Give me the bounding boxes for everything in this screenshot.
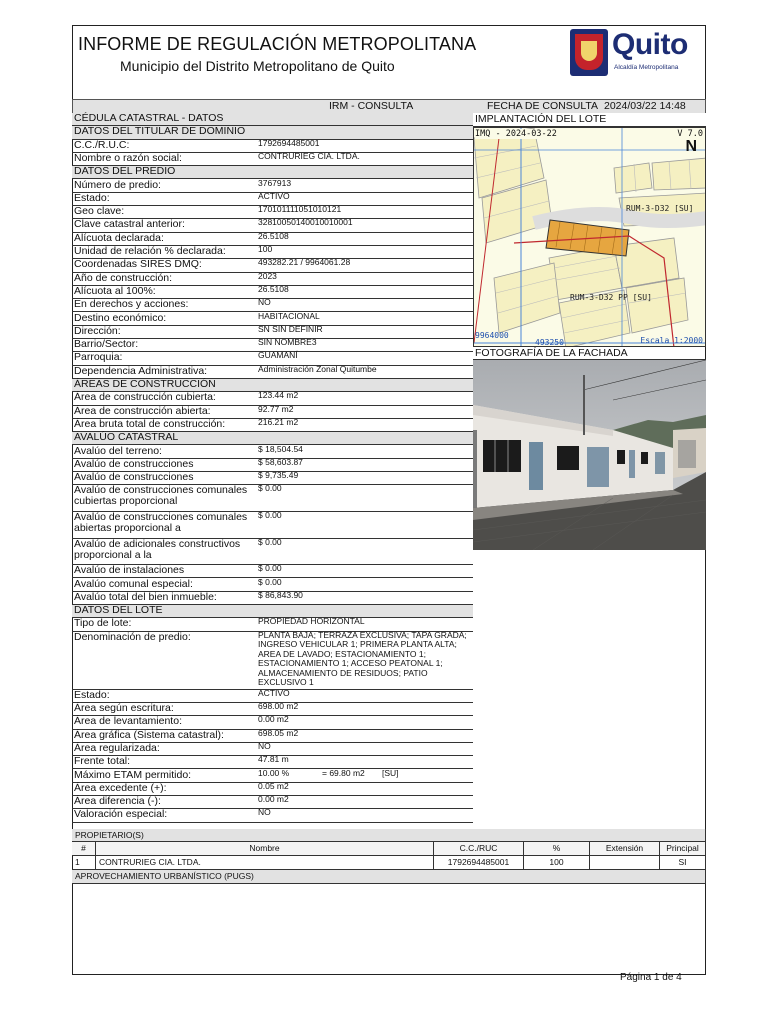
avaluo-title-label: AVALÚO CATASTRAL	[74, 431, 179, 444]
lot-map[interactable]	[473, 127, 706, 347]
predio-row-label: Destino económico:	[74, 311, 167, 324]
owners-row-cell: 1792694485001	[434, 856, 524, 870]
logo-text: Quito	[612, 28, 688, 61]
lote-row-value: NO	[258, 740, 271, 751]
lote-row-label: Área diferencia (-):	[74, 795, 161, 808]
avaluo-row-label: Avalúo de construcciones	[74, 457, 194, 470]
titular-row-label: Nombre o razón social:	[74, 151, 182, 164]
predio-row-value: 26.5108	[258, 230, 289, 241]
fachada-title	[473, 347, 706, 360]
lote-row-value: 0.05 m2	[258, 780, 289, 791]
lote-row-value: 698.05 m2	[258, 727, 299, 738]
lote-row-label: Área de levantamiento:	[74, 715, 182, 728]
implantacion-title	[473, 113, 706, 127]
fachada-title-text: FOTOGRAFÍA DE LA FACHADA	[475, 347, 628, 359]
map-zone-label-a: RUM-3-D32 [SU]	[626, 204, 694, 213]
avaluo-row-value: $ 0.00	[258, 536, 282, 547]
predio-row-value: ACTIVO	[258, 190, 290, 201]
map-version-label: V 7.0	[677, 129, 703, 139]
predio-row-label: Geo clave:	[74, 205, 125, 218]
predio-row-label: Barrio/Sector:	[74, 338, 139, 351]
lote-row-value: 47.81 m	[258, 754, 289, 765]
predio-row-label: En derechos y acciones:	[74, 298, 189, 311]
avaluo-row-value: $ 18,504.54	[258, 443, 303, 454]
lot-map-drawing	[474, 128, 706, 347]
owners-header-cell: Extensión	[590, 842, 660, 856]
predio-row-value: 2023	[258, 270, 277, 281]
predio-row-label: Año de construcción:	[74, 271, 173, 284]
lote-row	[72, 629, 473, 690]
predio-row-value: 3767913	[258, 177, 292, 188]
predio-row-label: Clave catastral anterior:	[74, 218, 185, 231]
fecha-consulta-label: FECHA DE CONSULTA	[487, 100, 599, 112]
document-subtitle: Municipio del Distrito Metropolitano de Quito	[120, 58, 395, 74]
titular-row-label: C.C./R.U.C:	[74, 138, 130, 151]
logo-subtitle: Alcaldía Metropolitana	[614, 64, 679, 71]
etam-m2-value: = 69.80 m2	[322, 767, 365, 778]
avaluo-row-value: $ 0.00	[258, 563, 282, 574]
lote-row-value: PROPIEDAD HORIZONTAL	[258, 616, 365, 627]
etam-zone-value: [SU]	[382, 767, 399, 778]
map-scale: Escala 1:2000	[640, 336, 703, 345]
predio-row-label: Alícuota al 100%:	[74, 284, 156, 297]
areas-row-value: 216.21 m2	[258, 416, 299, 427]
lote-row-label: Estado:	[74, 688, 110, 701]
lote-title-label: DATOS DEL LOTE	[74, 604, 163, 617]
avaluo-row-label: Avalúo de instalaciones	[74, 564, 185, 577]
predio-row-value: 170101111051010121	[258, 204, 342, 215]
predio-row-value: GUAMANÍ	[258, 350, 298, 361]
areas-title-label: ÁREAS DE CONSTRUCCIÓN	[74, 378, 216, 390]
facade-photo	[473, 360, 706, 550]
areas-row-label: Área de construcción cubierta:	[74, 391, 216, 404]
owners-header-cell: Principal	[660, 842, 706, 856]
lote-row-value: NO	[258, 807, 271, 818]
avaluo-row-label: Avalúo de construcciones comunales cubiertas proporcional	[74, 484, 248, 508]
facade-photo-drawing	[473, 360, 706, 550]
predio-row	[72, 363, 473, 379]
titular-row-value: 1792694485001	[258, 137, 320, 148]
avaluo-row-label: Avalúo comunal especial:	[74, 577, 193, 590]
titular-row	[72, 150, 473, 166]
predio-row	[72, 230, 473, 246]
lote-row-label: Tipo de lote:	[74, 617, 132, 630]
owners-header-cell: #	[72, 842, 96, 856]
implantacion-title-text: IMPLANTACIÓN DEL LOTE	[475, 113, 607, 125]
avaluo-row	[72, 536, 473, 566]
avaluo-row-label: Avalúo de adicionales constructivos proporcional a la	[74, 537, 241, 561]
owners-header-cell: Nombre	[96, 842, 434, 856]
owners-header-cell: %	[524, 842, 590, 856]
predio-row-value: SIN NOMBRE3	[258, 337, 317, 348]
avaluo-row-label: Avalúo de construcciones	[74, 471, 194, 484]
areas-row-label: Área de construcción abierta:	[74, 404, 211, 417]
predio-row-label: Dirección:	[74, 324, 121, 337]
lote-row-label: Área regularizada:	[74, 741, 160, 754]
lote-row	[72, 796, 473, 809]
lote-row-value: ACTIVO	[258, 687, 290, 698]
owners-row-cell	[590, 856, 660, 870]
avaluo-row-value: $ 0.00	[258, 576, 282, 587]
lote-row	[72, 727, 473, 743]
quito-logo	[570, 28, 704, 78]
titular-row-value: CONTRURIEG CIA. LTDA.	[258, 150, 360, 161]
predio-row-label: Estado:	[74, 191, 110, 204]
predio-row	[72, 283, 473, 299]
avaluo-row-label: Avalúo de construcciones comunales abiertas proporcional a	[74, 511, 248, 534]
areas-row-label: Área bruta total de construcción:	[74, 417, 226, 430]
cedula-title-label: CÉDULA CATASTRAL - DATOS	[74, 112, 224, 124]
lote-row-label: Área excedente (+):	[74, 781, 167, 794]
owners-row-cell: 1	[72, 856, 96, 870]
lote-row-label: Máximo ETAM permitido:	[74, 768, 192, 781]
predio-row-label: Unidad de relación % declarada:	[74, 245, 226, 257]
avaluo-row	[72, 485, 473, 512]
lote-row-value: 0.00 m2	[258, 794, 289, 805]
avaluo-row	[72, 589, 473, 605]
predio-row-value: HABITACIONAL	[258, 310, 320, 321]
irm-consulta-label: IRM - CONSULTA	[329, 100, 414, 112]
predio-row-label: Coordenadas SIRES DMQ:	[74, 258, 202, 271]
north-arrow-icon: N	[685, 138, 697, 155]
predio-row-value: 32810050140010010001	[258, 217, 353, 228]
predio-row-label: Número de predio:	[74, 178, 161, 191]
predio-row-value: 100	[258, 244, 273, 254]
avaluo-row-label: Avalúo del terreno:	[74, 444, 162, 457]
lote-row-value: PLANTA BAJA; TERRAZA EXCLUSIVA; TAPA GRADA; INGRESO VEHICULAR 1; PRIMERA PLANTA ALTA; AREA DE LAVADO; ESTACIONAMIENTO 1; ESTACIONAMIENTO 1; ACCESO PEATONAL 1; ALMACENAMIENTO DE RESIDUOS; PATIO EXCLUSIVO 1	[258, 629, 467, 688]
avaluo-row-value: $ 0.00	[258, 510, 282, 520]
page-number: Página 1 de 4	[620, 972, 682, 983]
predio-row-value: 26.5108	[258, 283, 289, 294]
avaluo-row-value: $ 9,735.49	[258, 470, 299, 481]
lote-row-label: Área según escritura:	[74, 702, 174, 714]
predio-row-value: NO	[258, 297, 271, 308]
predio-row-value: SN SIN DEFINIR	[258, 323, 323, 334]
avaluo-row-value: $ 58,603.87	[258, 456, 303, 467]
predio-row-label: Dependencia Administrativa:	[74, 364, 208, 377]
lote-row-label: Valoración especial:	[74, 808, 168, 821]
owners-header-cell: C.C./RUC	[434, 842, 524, 856]
avaluo-row	[72, 512, 473, 539]
avaluo-row-value: $ 0.00	[258, 483, 282, 494]
lote-row-value: 0.00 m2	[258, 714, 289, 725]
areas-row-value: 92.77 m2	[258, 403, 294, 414]
areas-row-value: 123.44 m2	[258, 390, 299, 401]
coat-of-arms-icon	[570, 29, 608, 76]
predio-row-value: 493282.21 / 9964061.28	[258, 257, 351, 268]
predio-row-value: Administración Zonal Quitumbe	[258, 363, 377, 374]
owners-row-cell: SI	[660, 856, 706, 870]
predio-row-label: Alícuota declarada:	[74, 231, 164, 244]
aprovechamiento-title: APROVECHAMIENTO URBANÍSTICO (PUGS)	[72, 870, 706, 884]
avaluo-row-value: $ 86,843.90	[258, 589, 303, 600]
owners-row-cell: CONTRURIEG CIA. LTDA.	[96, 856, 434, 870]
titular-title-label: DATOS DEL TITULAR DE DOMINIO	[74, 125, 246, 138]
propietarios-title: PROPIETARIO(S)	[72, 829, 706, 842]
avaluo-row-label: Avalúo total del bien inmueble:	[74, 590, 217, 603]
document-title: INFORME DE REGULACIÓN METROPOLITANA	[78, 34, 477, 54]
lote-row	[72, 809, 473, 822]
lote-row-label: Área gráfica (Sistema catastral):	[74, 728, 224, 741]
owners-row-cell: 100	[524, 856, 590, 870]
map-coord-x: 493250	[535, 338, 564, 347]
lote-row-label: Denominación de predio:	[74, 630, 191, 643]
predio-title-label: DATOS DEL PREDIO	[74, 165, 176, 178]
map-date-label: IMQ - 2024-03-22	[475, 129, 557, 139]
lote-row-label: Frente total:	[74, 755, 131, 768]
lote-row-value: 698.00 m2	[258, 701, 299, 711]
cedula-title	[72, 113, 473, 126]
fecha-consulta-value: 2024/03/22 14:48	[604, 100, 686, 112]
lote-row-value: 10.00 %	[258, 767, 290, 778]
predio-row-label: Parroquia:	[74, 351, 123, 364]
map-coord-y: 9964000	[475, 331, 509, 340]
map-zone-label-b: RUM-3-D32 PP [SU]	[570, 293, 652, 302]
